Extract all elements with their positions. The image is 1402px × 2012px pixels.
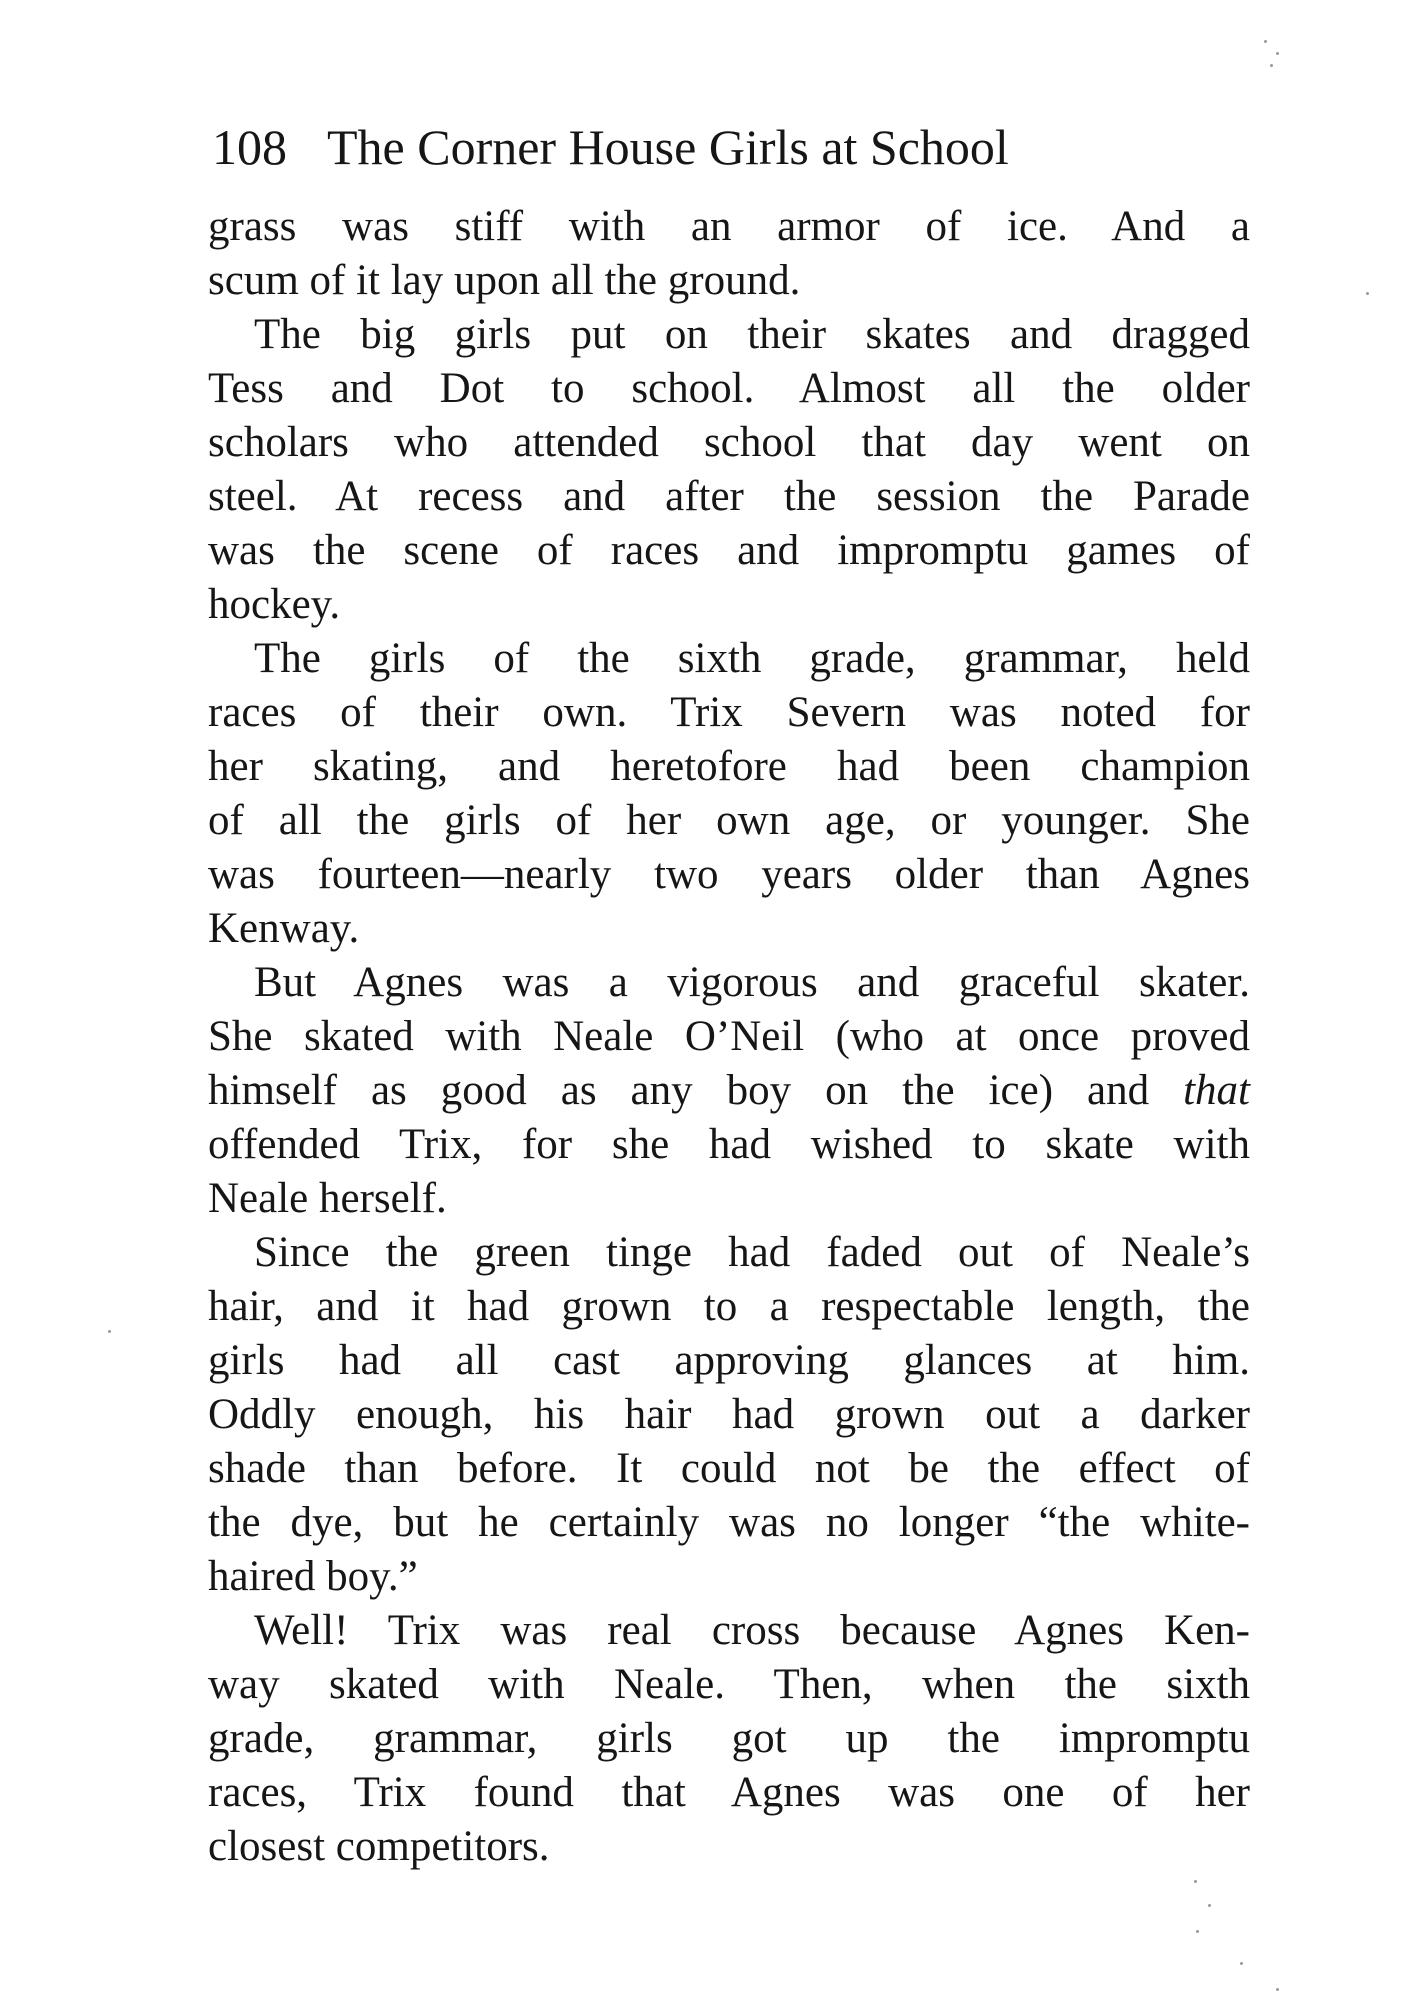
- scan-speck: [1196, 1930, 1199, 1933]
- paragraph-start-line: The big girls put on their skates and dragged: [254, 311, 1250, 358]
- scan-speck: [1270, 64, 1273, 67]
- italic-word: that: [1183, 1067, 1250, 1114]
- scan-speck: [1264, 40, 1267, 43]
- book-title: The Corner House Girls at School: [327, 119, 1009, 175]
- text-line: of all the girls of her own age, or younger. She: [208, 797, 1250, 844]
- text-line: was fourteen—nearly two years older than Agnes: [208, 851, 1250, 898]
- text-line: Tess and Dot to school. Almost all the older: [208, 365, 1250, 412]
- scan-speck: [1240, 1962, 1243, 1965]
- text-line: haired boy.”: [208, 1553, 418, 1600]
- scan-speck: [1366, 292, 1369, 295]
- text-line: hair, and it had grown to a respectable length, the: [208, 1283, 1250, 1330]
- text-line: was the scene of races and impromptu games of: [208, 527, 1250, 574]
- scan-speck: [1276, 52, 1279, 55]
- text-line: the dye, but he certainly was no longer “the white-: [208, 1499, 1250, 1546]
- text-line: shade than before. It could not be the effect of: [208, 1445, 1250, 1492]
- text-line: races, Trix found that Agnes was one of her: [208, 1769, 1250, 1816]
- running-head: [212, 112, 1172, 182]
- text-line: She skated with Neale O’Neil (who at once proved: [208, 1013, 1250, 1060]
- text-line: offended Trix, for she had wished to skate with: [208, 1121, 1250, 1168]
- text-line: Neale herself.: [208, 1175, 447, 1222]
- scan-speck: [1208, 1904, 1211, 1907]
- text-line: hockey.: [208, 581, 341, 628]
- paragraph-start-line: Well! Trix was real cross because Agnes Ken-: [254, 1607, 1250, 1654]
- text-line: closest competitors.: [208, 1823, 550, 1870]
- text-line: scholars who attended school that day went on: [208, 419, 1250, 466]
- text-line: girls had all cast approving glances at him.: [208, 1337, 1250, 1384]
- text-line: her skating, and heretofore had been champion: [208, 743, 1250, 790]
- page-number: 108: [212, 119, 287, 175]
- paragraph-start-line: Since the green tinge had faded out of Neale’s: [254, 1229, 1250, 1276]
- scan-speck: [1276, 1988, 1279, 1991]
- text-line: scum of it lay upon all the ground.: [208, 257, 801, 304]
- text-line: races of their own. Trix Severn was noted for: [208, 689, 1250, 736]
- text-segment: himself as good as any boy on the ice) and: [208, 1067, 1150, 1114]
- scan-speck: [108, 1330, 111, 1333]
- body-text: [208, 200, 1250, 1874]
- paragraph-start-line: But Agnes was a vigorous and graceful skater.: [254, 959, 1250, 1006]
- text-line: Oddly enough, his hair had grown out a darker: [208, 1391, 1250, 1438]
- text-line: steel. At recess and after the session the Parade: [208, 473, 1250, 520]
- paragraph-start-line: The girls of the sixth grade, grammar, held: [254, 635, 1250, 682]
- scan-speck: [1194, 1880, 1197, 1883]
- text-line: grade, grammar, girls got up the impromptu: [208, 1715, 1250, 1762]
- text-line: Kenway.: [208, 905, 360, 952]
- text-line: way skated with Neale. Then, when the sixth: [208, 1661, 1250, 1708]
- text-line-with-italic: [208, 1064, 1250, 1118]
- text-line: grass was stiff with an armor of ice. And a: [208, 203, 1250, 250]
